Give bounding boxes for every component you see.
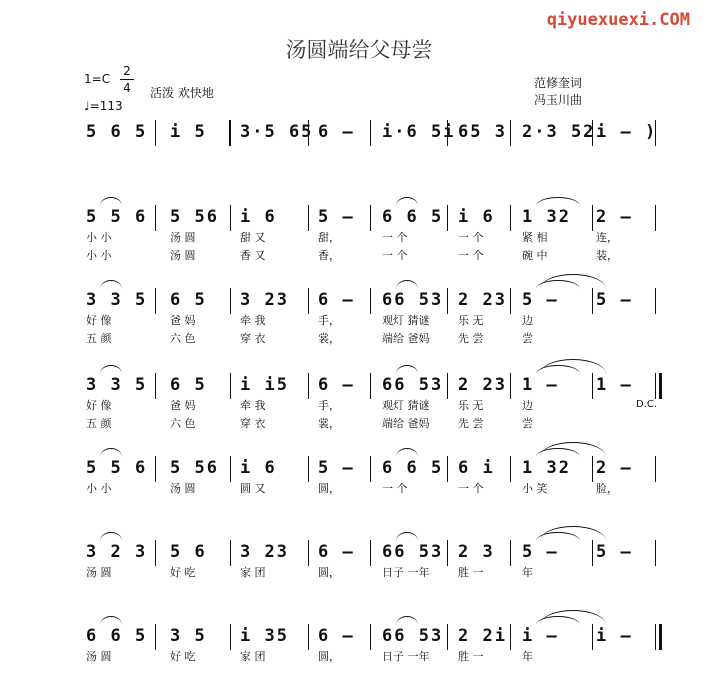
measure-notes: 2 23	[458, 290, 507, 310]
time-signature	[120, 64, 134, 95]
barline	[592, 120, 593, 146]
tie-mark	[540, 274, 606, 289]
lyric-syllables: 圆，	[318, 566, 340, 579]
lyric-syllables: 牵 我	[240, 399, 266, 412]
measure-notes: 6 i	[458, 458, 495, 478]
lyric-syllables: 五 颜	[86, 417, 112, 430]
barline	[655, 540, 656, 566]
measure-notes: 5 –	[522, 542, 559, 562]
measure-notes: 6 5	[170, 375, 207, 395]
lyric-syllables: 穿 衣	[240, 332, 266, 345]
measure-notes: 3 3 5	[86, 290, 148, 310]
slur-mark	[100, 365, 122, 374]
lyric-syllables: 小 小	[86, 482, 112, 495]
measure-notes: i – )	[596, 122, 658, 142]
lyric-syllables: 汤 圆	[170, 482, 196, 495]
lyric-syllables: 裳，	[318, 417, 340, 430]
lyric-syllables: 乐 无	[458, 399, 484, 412]
measure-notes: 5 –	[318, 207, 355, 227]
barline	[370, 120, 371, 146]
barline	[308, 205, 309, 231]
barline	[592, 624, 593, 650]
lyric-syllables: 手，	[318, 399, 340, 412]
lyric-syllables: 先 尝	[458, 417, 484, 430]
lyric-syllables: 牵 我	[240, 314, 266, 327]
lyric-syllables: 日子 一年	[382, 566, 430, 579]
measure-notes: 3 5	[170, 626, 207, 646]
lyric-syllables: 好 吃	[170, 650, 196, 663]
slur-mark	[396, 448, 418, 457]
tie-mark	[540, 610, 606, 625]
lyric-syllables: 汤 圆	[86, 650, 112, 663]
lyric-syllables: 裳，	[318, 332, 340, 345]
barline	[370, 205, 371, 231]
measure-notes: 6 5	[170, 290, 207, 310]
measure-notes: 5 –	[596, 290, 633, 310]
barline	[230, 288, 231, 314]
lyric-syllables: 穿 衣	[240, 417, 266, 430]
barline	[655, 456, 656, 482]
measure-notes: 2 –	[596, 207, 633, 227]
lyric-syllables: 连，	[596, 231, 618, 244]
barline	[230, 540, 231, 566]
barline	[155, 456, 156, 482]
score-row	[0, 540, 718, 579]
tie-mark	[540, 359, 606, 374]
lyric-syllables: 圆，	[318, 482, 340, 495]
barline	[510, 205, 511, 231]
lyric-syllables: 脸，	[596, 482, 618, 495]
barline	[155, 624, 156, 650]
measure-notes: 66 53	[382, 542, 444, 562]
lyric-syllables: 香 又	[240, 249, 266, 262]
barline	[155, 120, 156, 146]
composer-credit: 冯玉川曲	[534, 93, 583, 107]
measure-notes: i 6	[240, 207, 277, 227]
slur-mark	[536, 197, 580, 206]
barline	[510, 624, 511, 650]
tie-mark	[540, 442, 606, 457]
barline	[447, 624, 448, 650]
barline	[592, 205, 593, 231]
lyric-syllables: 边	[522, 399, 533, 412]
barline	[592, 456, 593, 482]
measure-notes: 1 –	[596, 375, 633, 395]
lyric-syllables: 一 个	[382, 249, 408, 262]
song-title: 汤圆端给父母尝	[285, 38, 433, 62]
slur-mark	[396, 280, 418, 289]
slur-mark	[100, 197, 122, 206]
barline	[308, 120, 309, 146]
lyric-syllables: 六 色	[170, 417, 196, 430]
barline	[510, 456, 511, 482]
slur-mark	[100, 532, 122, 541]
measure-notes: 6 –	[318, 542, 355, 562]
barline	[230, 373, 231, 399]
measure-notes: 5 –	[522, 290, 559, 310]
barline	[370, 288, 371, 314]
barline	[655, 288, 656, 314]
lyric-syllables: 尝	[522, 332, 533, 345]
tempo-marking: 活泼 欢快地	[150, 86, 214, 100]
lyric-syllables: 好 像	[86, 314, 112, 327]
final-barline	[655, 373, 662, 399]
measure-notes: 3·5 65	[240, 122, 314, 142]
lyric-syllables: 一 个	[458, 249, 484, 262]
measure-notes: 6 –	[318, 626, 355, 646]
lyric-syllables: 胜 一	[458, 566, 484, 579]
lyric-syllables: 汤 圆	[170, 231, 196, 244]
site-watermark: qiyuexuexi.COM	[546, 10, 690, 30]
measure-notes: i –	[596, 626, 633, 646]
lyric-syllables: 一 个	[382, 482, 408, 495]
measure-notes: 2 3	[458, 542, 495, 562]
lyric-syllables: 爸 妈	[170, 399, 196, 412]
lyric-syllables: 汤 圆	[170, 249, 196, 262]
lyric-syllables: 甜 又	[240, 231, 266, 244]
lyric-syllables: 香，	[318, 249, 340, 262]
barline	[155, 288, 156, 314]
slur-mark	[396, 532, 418, 541]
measure-notes: 5 56	[170, 207, 219, 227]
score-row	[0, 120, 718, 150]
barline	[655, 205, 656, 231]
da-capo-mark: D.C.	[636, 399, 658, 410]
barline	[592, 540, 593, 566]
barline	[447, 288, 448, 314]
barline	[155, 540, 156, 566]
barline	[230, 205, 231, 231]
barline	[308, 456, 309, 482]
barline	[447, 205, 448, 231]
barline	[370, 540, 371, 566]
measure-notes: 2 2i	[458, 626, 507, 646]
barline	[308, 373, 309, 399]
measure-notes: 2·3 52	[522, 122, 596, 142]
measure-notes: 5 5 6	[86, 207, 148, 227]
measure-notes: i 6	[240, 458, 277, 478]
lyric-syllables: 小 笑	[522, 482, 548, 495]
barline	[447, 120, 448, 146]
slur-mark	[396, 365, 418, 374]
measure-notes: 6 6 5	[382, 207, 444, 227]
barline	[370, 456, 371, 482]
barline	[447, 456, 448, 482]
lyric-syllables: 年	[522, 566, 533, 579]
barline	[230, 456, 231, 482]
barline	[155, 205, 156, 231]
measure-notes: 2 –	[596, 458, 633, 478]
measure-notes: 6 –	[318, 122, 355, 142]
measure-notes: 6 –	[318, 375, 355, 395]
measure-notes: 6 6 5	[382, 458, 444, 478]
measure-notes: 66 53	[382, 626, 444, 646]
lyric-syllables: 尝	[522, 417, 533, 430]
slur-mark	[396, 197, 418, 206]
lyric-syllables: 甜，	[318, 231, 340, 244]
measure-notes: 66 53	[382, 290, 444, 310]
lyric-syllables: 碗 中	[522, 249, 548, 262]
lyric-syllables: 一 个	[458, 231, 484, 244]
barline	[230, 624, 231, 650]
lyric-syllables: 好 吃	[170, 566, 196, 579]
barline	[592, 373, 593, 399]
barline	[447, 373, 448, 399]
slur-mark	[100, 448, 122, 457]
measure-notes: 5 6	[170, 542, 207, 562]
barline	[308, 540, 309, 566]
measure-notes: i 35	[240, 626, 289, 646]
barline	[510, 120, 511, 146]
lyric-syllables: 胜 一	[458, 650, 484, 663]
lyric-syllables: 乐 无	[458, 314, 484, 327]
metronome-mark: ♩=113	[84, 99, 123, 113]
measure-notes: i 6	[458, 207, 495, 227]
measure-notes: i –	[522, 626, 559, 646]
measure-notes: 3 23	[240, 542, 289, 562]
barline	[155, 373, 156, 399]
lyric-syllables: 先 尝	[458, 332, 484, 345]
measure-notes: 5 6 5	[86, 122, 148, 142]
lyric-syllables: 圆，	[318, 650, 340, 663]
slur-mark	[100, 616, 122, 625]
measure-notes: 3 23	[240, 290, 289, 310]
lyric-syllables: 一 个	[458, 482, 484, 495]
lyric-syllables: 端给 爸妈	[382, 417, 430, 430]
measure-notes: 3 2 3	[86, 542, 148, 562]
lyric-syllables: 小 小	[86, 249, 112, 262]
barline	[510, 540, 511, 566]
barline	[447, 540, 448, 566]
barline	[592, 288, 593, 314]
barline	[370, 624, 371, 650]
score-row	[0, 288, 718, 345]
measure-notes: 5 –	[596, 542, 633, 562]
measure-notes: 5 –	[318, 458, 355, 478]
slur-mark	[100, 280, 122, 289]
lyric-syllables: 圆 又	[240, 482, 266, 495]
measure-notes: i i5	[240, 375, 289, 395]
lyric-syllables: 观灯 猜谜	[382, 314, 430, 327]
measure-notes: 6 –	[318, 290, 355, 310]
measure-notes: 5 5 6	[86, 458, 148, 478]
lyric-syllables: 五 颜	[86, 332, 112, 345]
score-row	[0, 624, 718, 663]
measure-notes: 3 3 5	[86, 375, 148, 395]
lyric-syllables: 六 色	[170, 332, 196, 345]
lyric-syllables: 家 团	[240, 650, 266, 663]
barline	[370, 373, 371, 399]
lyric-syllables: 汤 圆	[86, 566, 112, 579]
lyric-syllables: 一 个	[382, 231, 408, 244]
measure-notes: 1 32	[522, 458, 571, 478]
lyric-syllables: 观灯 猜谜	[382, 399, 430, 412]
final-barline	[655, 624, 662, 650]
lyricist-credit: 范修奎词	[534, 76, 583, 90]
barline	[510, 288, 511, 314]
measure-notes: i·6 5i	[382, 122, 456, 142]
measure-notes: 6 6 5	[86, 626, 148, 646]
lyric-syllables: 日子 一年	[382, 650, 430, 663]
lyric-syllables: 小 小	[86, 231, 112, 244]
lyric-syllables: 好 像	[86, 399, 112, 412]
time-signature-line	[120, 79, 134, 80]
key-signature: 1=C	[84, 72, 111, 86]
lyric-syllables: 边	[522, 314, 533, 327]
score-row	[0, 205, 718, 262]
lyric-syllables: 爸 妈	[170, 314, 196, 327]
lyric-syllables: 装，	[596, 249, 618, 262]
time-signature-top: 2	[123, 64, 131, 78]
measure-notes: 1 32	[522, 207, 571, 227]
tie-mark	[540, 526, 606, 541]
lyric-syllables: 紧 相	[522, 231, 548, 244]
measure-notes: 2 23	[458, 375, 507, 395]
score-row	[0, 456, 718, 495]
lyric-syllables: 年	[522, 650, 533, 663]
measure-notes: 1 –	[522, 375, 559, 395]
measure-notes: i 5	[170, 122, 207, 142]
lyric-syllables: 手，	[318, 314, 340, 327]
barline	[510, 373, 511, 399]
time-signature-bottom: 4	[123, 81, 131, 95]
lyric-syllables: 家 团	[240, 566, 266, 579]
barline	[230, 120, 231, 146]
barline	[655, 120, 656, 146]
barline	[308, 624, 309, 650]
measure-notes: 66 53	[382, 375, 444, 395]
slur-mark	[396, 616, 418, 625]
measure-notes: 65 3	[458, 122, 507, 142]
barline	[308, 288, 309, 314]
lyric-syllables: 端给 爸妈	[382, 332, 430, 345]
score-row	[0, 373, 718, 430]
measure-notes: 5 56	[170, 458, 219, 478]
